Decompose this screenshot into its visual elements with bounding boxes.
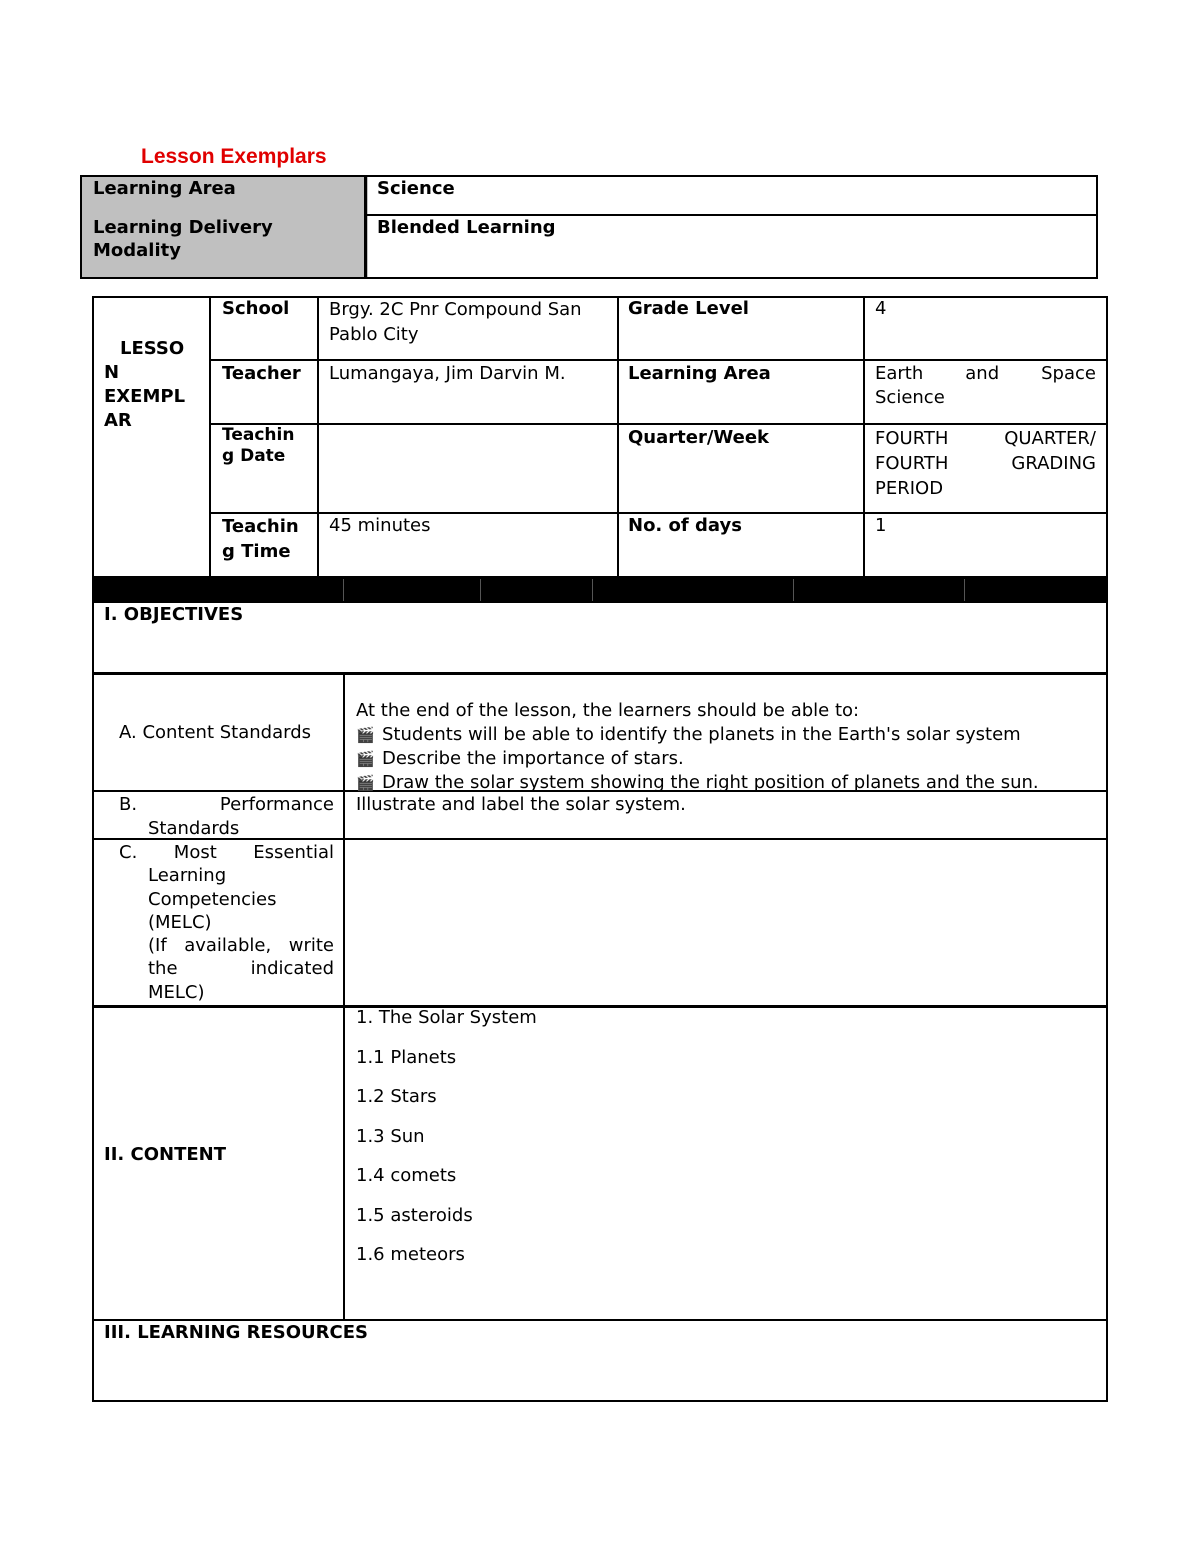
- content-item: 1.2 Stars: [356, 1086, 437, 1107]
- header-modality-value: Blended Learning: [377, 217, 556, 238]
- content-intro: At the end of the lesson, the learners should be able to:: [356, 700, 860, 721]
- header-learning-area-value: Science: [377, 178, 455, 199]
- teacher-label: Teacher: [222, 363, 301, 384]
- content-standards-value: [356, 699, 1101, 795]
- teaching-date-label: Teachin g Date: [222, 425, 295, 466]
- content-list: [356, 1006, 537, 1283]
- performance-standards-label: B. Performance Standards: [119, 794, 334, 839]
- school-value: Brgy. 2C Pnr Compound San Pablo City: [329, 299, 582, 345]
- teaching-time-label: Teachin g Time: [222, 516, 299, 562]
- header-learning-area-label: Learning Area: [93, 178, 236, 199]
- performance-standards-value: Illustrate and label the solar system.: [356, 794, 686, 815]
- learning-area-label: Learning Area: [628, 363, 771, 384]
- learning-resources-heading: III. LEARNING RESOURCES: [104, 1322, 368, 1343]
- content-item: 1.1 Planets: [356, 1046, 457, 1068]
- document-title: Lesson Exemplars: [141, 145, 327, 168]
- school-label: School: [222, 298, 290, 319]
- clapperboard-icon: 🎬: [356, 726, 375, 744]
- quarter-week-value: FOURTH QUARTER/ FOURTH GRADING PERIOD: [875, 428, 1096, 499]
- header-modality-label: Learning Delivery Modality: [93, 217, 273, 261]
- clapperboard-icon: 🎬: [356, 750, 375, 768]
- quarter-week-label: Quarter/Week: [628, 427, 770, 448]
- teacher-value: Lumangaya, Jim Darvin M.: [329, 363, 566, 384]
- objective-bullet: 🎬 Draw the solar system showing the right position of planets and the sun.: [356, 772, 1039, 793]
- separator-bar: [92, 577, 1108, 603]
- content-item: 1. The Solar System: [356, 1007, 537, 1028]
- grade-level-label: Grade Level: [628, 298, 749, 319]
- grade-level-value: 4: [875, 298, 887, 319]
- content-item: 1.5 asteroids: [356, 1204, 473, 1226]
- content-item: 1.3 Sun: [356, 1125, 425, 1147]
- objective-bullet: 🎬 Students will be able to identify the planets in the Earth's solar system: [356, 724, 1021, 745]
- melc-label: C. Most Essential Learning Competencies (MELC) (If available, write the indicated MELC): [119, 842, 334, 1003]
- learning-area-value: Earth and Space Science: [875, 363, 1096, 408]
- content-standards-label: A. Content Standards: [119, 722, 312, 743]
- objective-bullet: 🎬 Describe the importance of stars.: [356, 748, 684, 769]
- objectives-heading: I. OBJECTIVES: [104, 604, 244, 625]
- clapperboard-icon: 🎬: [356, 774, 375, 792]
- no-of-days-label: No. of days: [628, 515, 742, 536]
- content-item: 1.4 comets: [356, 1165, 457, 1186]
- teaching-time-value: 45 minutes: [329, 515, 431, 536]
- content-heading: II. CONTENT: [104, 1144, 226, 1165]
- lesson-exemplar-side-label: LESSO N EXEMPL AR: [104, 338, 186, 431]
- no-of-days-value: 1: [875, 515, 887, 536]
- content-item: 1.6 meteors: [356, 1244, 465, 1265]
